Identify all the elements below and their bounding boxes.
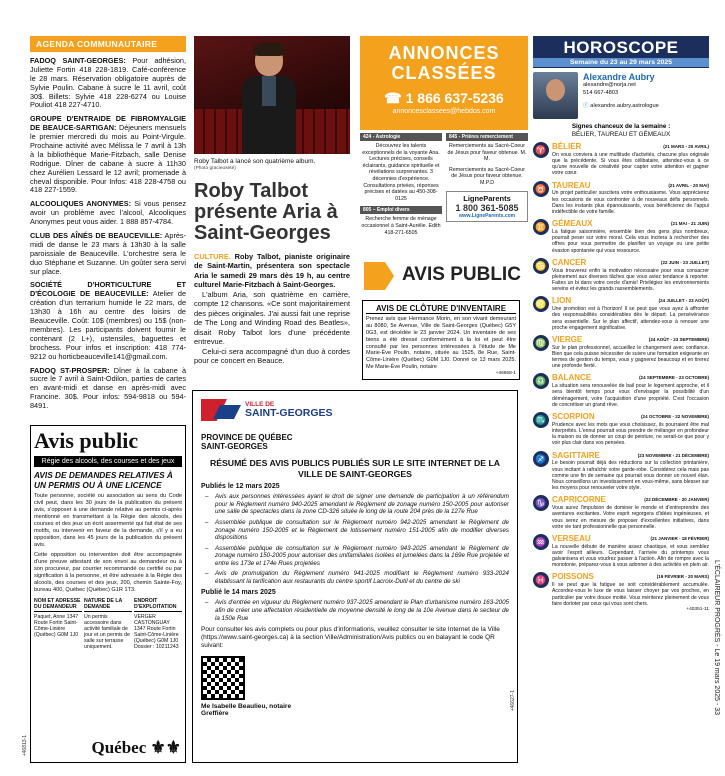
agenda-item-body: Pour adhésion, Juliette Fortin 418 228-1819. Café-conférence le 28 mars. Réservation obligatoire auprès de Sylvie Poulin. Cabane à sucre le 11 avril, coût 30$. Billets: Sylvie 418 228-6274 ou Louise Pouliot 418 227-4710. — [30, 56, 187, 110]
ville-signer: Me Isabelle Beaulieu, notaire — [201, 702, 292, 710]
ad-reference: +46627-1 — [510, 690, 516, 712]
sign-entry — [533, 335, 709, 370]
zodiac-icon: ♒ — [533, 534, 549, 550]
sign-list — [533, 142, 709, 607]
article-roby-talbot — [194, 36, 350, 366]
article-paragraph: L'album Aria, son quatrième en carrière, compte 12 chansons. «Ce sont majoritairement des pièces originales. J'ai aussi fait une reprise de The Long and Winding Road des Beatles», disait Roby Talbot lors d'une précédente entrevue. — [194, 289, 350, 347]
sign-entry — [533, 572, 709, 607]
agenda-item — [30, 367, 186, 411]
article-headline: Roby Talbot présente Aria à Saint-Georges — [194, 180, 338, 244]
avis-col-demandeur: NOM ET ADRESSE DU DEMANDEUR — [34, 597, 81, 610]
sign-name: CAPRICORNE — [552, 495, 606, 505]
agenda-item-body: Atelier de création d'un terrarium humide le 22 mars, de 13h30 à 16h au centre des loisirs de Beauceville. Coût: 10$ (membres) ou 15$ (non-membres). Les participants doivent fournir le contenant (2 L+), ustensiles, baguettes et brochess. Pour infos et inscription: 418 774-9212 ou horticbeauceville141@gmail.com. — [30, 289, 187, 361]
avis-cell-demandeur: Paquet, Anne 1347 Route Fortin Saint-Côme-Linière (Québec) G0M 1J0 — [34, 613, 79, 638]
annonces-title-1: ANNONCES — [388, 43, 500, 63]
sign-name: SCORPION — [552, 412, 595, 422]
sign-text-block — [552, 181, 709, 216]
sign-text: Il se peut que la fatigue se soit considérablement accumulée. Accordez-vous le luxe de vous laisser choyer par vos proches, en particulier par votre douce moitié. Vous mériterez pleinement de vous faire dorloter par ceux qui vous sont chers. — [552, 582, 709, 607]
astrologer-social-handle: alexandre.aubry.astrologue — [590, 103, 659, 110]
sign-text: La fatigue saisonnière, ensemble bien des gens plus nombreux, pourrait peser sur votre moral. Cela vous incitera à rechercher des offres pour vous permettre de planifier un voyage ou une petite évasion spontanée qui vous ressource. — [552, 228, 709, 254]
qr-code[interactable] — [201, 656, 245, 700]
ad-emploi: Recherche femme de ménage occasionnel à Saint-Aurélie. Edith 418-271-6505 — [361, 216, 441, 236]
avis-public-banner — [362, 258, 522, 298]
lucky-values: BÉLIER, TAUREAU ET GÉMEAUX — [571, 130, 671, 138]
sign-dates: (22 DÉCEMBRE - 20 JANVIER) — [644, 497, 709, 503]
avis-cell-endroit: VERGER CASTONGUAY 1347 Route Fortin Saint-Côme-Linière (Québec) G0M 1J0 Dossier : 10211243 — [134, 613, 179, 650]
agenda-header: AGENDA COMMUNAUTAIRE — [30, 36, 186, 52]
astrologer-social[interactable] — [583, 103, 659, 111]
sign-name: BÉLIER — [552, 142, 582, 152]
astrologer-email[interactable]: alexandre@norja.net — [583, 82, 636, 88]
sign-text-block — [552, 572, 709, 607]
sign-entry — [533, 451, 709, 492]
page-footer: L'ÉCLAIREUR PROGRÈS - Le 19 mars 2025 - 33 — [713, 560, 720, 716]
sign-name: VERSEAU — [552, 533, 591, 543]
sign-text-block — [552, 495, 709, 530]
sign-dates: (21 AVRIL - 20 MAI) — [668, 182, 709, 188]
annonces-phone-number: 1 866 637-5236 — [405, 89, 504, 106]
sign-dates: (21 JANVIER - 18 FÉVRIER) — [650, 535, 709, 541]
article-lead: Roby Talbot, pianiste originaire de Saint-Martin, présentera son spectacle Aria le samedi 29 mars dès 19 h, au centre culturel Marie-Fitzbach à Saint-Georges. — [194, 252, 350, 290]
sign-text: La situation sera renouvelée de bail pour le logement approche, et il sera bientôt temps pour vous d'envisager la possibilité d'un déménagement, voire l'acquisition d'une propriété. C'est l'occasion de concrétiser un grand rêve. — [552, 383, 709, 408]
category-astrologie: 424 - Astrologie — [360, 133, 442, 141]
sign-name: VIERGE — [552, 334, 583, 344]
annonces-grid — [360, 133, 528, 236]
avis-table — [34, 598, 182, 650]
lucky-signs — [533, 123, 709, 138]
avis-public-banner-text: AVIS PUBLIC — [402, 264, 521, 285]
annonces-header — [360, 36, 528, 130]
ad-reference: +46813-1 — [22, 735, 28, 757]
avis-body-1: Toute personne, société ou association au sens du Code civil peut, dans les 30 jours de la publication du présent avis, s'opposer à une demande relative au permis ci-après mentionné en transmettant à la Régie des alcools, des courses et des jeux un écrit assermenté qui fait état de ses motifs, ou intervenir en faveur de la demande, s'il y a eu opposition, dans les 45 jours de la publication du présent avis. — [34, 493, 182, 548]
astrologer-card — [533, 72, 709, 119]
sign-entry — [533, 181, 709, 216]
sign-entry — [533, 495, 709, 530]
ad-reference: +40351-11 — [686, 607, 709, 613]
agenda-item — [30, 281, 186, 361]
annonces-phone — [360, 90, 528, 107]
sign-dates: (24 OCTOBRE - 22 NOVEMBRE) — [641, 414, 709, 420]
sign-text-block — [552, 142, 709, 177]
zodiac-icon: ♉ — [533, 181, 549, 197]
ville-avis-item: – Avis d'entrée en vigueur du Règlement numéro 937-2025 amendant le Plan d'urbanisme numéro 163-2005 afin de créer une affectation résidentielle de moyenne densité le long de la 10e Avenue dans le secteur de la 150e Rue — [201, 599, 509, 622]
ville-province: PROVINCE DE QUÉBEC — [201, 433, 293, 442]
category-emploi: 805 – Emploi divers — [360, 206, 442, 214]
ad-priere-2: Remerciements au Sacré-Coeur de Jésus pour faveur obtenue. M.P.D — [449, 166, 525, 187]
sign-text-block — [552, 219, 709, 254]
sign-dates: (24 JUILLET - 23 AOÛT) — [658, 298, 709, 304]
sign-text: Un projet particulier susciterа votre enthousiasme. Vous apprécierez les occasions de vous confronter à de nouveaux défis personnels. Dans les instants plus épanouissants, vous bénéficierez de l'appui indéfectible de votre famille. — [552, 190, 709, 216]
agenda-item-title: CLUB DES AÎNÉS DE BEAUCEVILLE: — [30, 231, 163, 241]
ville-city: SAINT-GEORGES — [201, 442, 268, 452]
sign-name: POISSONS — [552, 572, 594, 582]
agenda-item — [30, 232, 186, 276]
quebec-logo — [91, 738, 181, 758]
ligneparents-name: LigneParents — [463, 193, 511, 203]
quebec-logo-text: Québec — [91, 738, 147, 757]
ville-avis-item: – Assemblée publique de consultation sur le Règlement numéro 942-2025 amendant le Règlement de zonage numéro 150-2005 et le Règlement de lotissement numéro 151-2005 afin de modifier diverses dispositions — [201, 519, 509, 542]
agenda-item-title: FADOQ SAINT-GEORGES: — [30, 56, 126, 65]
avis-col-endroit: ENDROIT D'EXPLOITATION — [134, 598, 182, 612]
zodiac-icon: ♓ — [533, 572, 549, 588]
ville-list-1 — [201, 493, 509, 585]
agenda-list — [30, 57, 186, 411]
ville-logo-small: VILLE DE — [245, 401, 275, 409]
article-body — [194, 252, 350, 366]
ville-flag-icon — [201, 399, 241, 421]
sign-entry — [533, 412, 709, 447]
ad-priere-1: Remerciements au Sacré-Coeur de Jésus pour faveur obtenue. M. M. — [447, 143, 527, 163]
astrologer-name: Alexandre Aubry — [583, 72, 655, 82]
sign-name: BALANCE — [552, 373, 592, 383]
arrow-icon — [364, 262, 394, 290]
ville-logo-big: SAINT-GEORGES — [245, 407, 333, 420]
sign-dates: (22 JUIN - 23 JUILLET) — [660, 259, 709, 265]
sign-dates: (19 FÉVRIER - 20 MARS) — [656, 574, 709, 580]
ligneparents-site[interactable]: www.LigneParents.com — [458, 212, 516, 219]
ville-list-2 — [201, 599, 509, 622]
sign-name: GÉMEAUX — [552, 219, 593, 229]
sign-text-block — [552, 296, 709, 331]
agenda-item-body: Dîner à la cabane à sucre le 7 avril à Saint-Odilon, parties de cartes en avant-midi et danse en après-midi avec Francine. 30$. Pour infos: 594-9818 ou 594-8491. — [30, 365, 186, 411]
agenda-item-body: Si vous pensez avoir un problème avec l'alcool, Alcooliques Anonymes peut vous aider. 1 888 857-4784. — [30, 199, 186, 227]
agenda-item — [30, 200, 186, 227]
ville-date-2: Publié le 14 mars 2025 — [201, 589, 276, 597]
ad-astrologie: Découvrez les talents exceptionnels de la voyante Ana. Lectures précises, conseils éclairants, guidance spirituelle et révélations surprenantes. 3 décennies d'expérience. Consultations privées, réponses précises et datées au 450-308-0125 — [362, 143, 440, 202]
fleur-de-lys-icon: ⚜⚜ — [150, 738, 181, 757]
ville-role: Greffière — [201, 710, 229, 718]
sign-dates: (21 MAI - 21 JUIN) — [670, 221, 709, 227]
sign-entry — [533, 219, 709, 254]
avis-ville-saint-georges — [192, 390, 518, 763]
sign-name: CANCER — [552, 257, 587, 267]
ville-date-1: Publiés le 12 mars 2025 — [201, 483, 280, 491]
avis-body-2: Cette opposition ou intervention doit être accompagnée d'une preuve attestant de son envoi au demandeur ou à son procureur, par courrier recommandé ou certifié ou par signification à la personne, et être adressée à la Régie des alcools, des courses et des jeux, 200, chemin Sainte-Foy, bureau 400, Québec (Québec) G1R 1T3. — [34, 551, 182, 593]
facebook-icon: ⓕ — [583, 103, 589, 110]
annonces-classees — [360, 36, 528, 236]
sign-name: SAGITTAIRE — [552, 450, 600, 460]
zodiac-icon: ♍ — [533, 335, 549, 351]
photo-caption: Roby Talbot a lancé son quatrième album. — [194, 158, 316, 165]
agenda-item-title: SOCIÉTÉ D'HORTICULTURE ET D'ÉCOLOGIE DE BEAUCEVILLE: — [30, 280, 186, 299]
agenda-item-body: Après-midi de danse le 23 mars à 13h30 à la salle paroissiale de Beauceville. L'orchestre sera le duo Stéphane et Suzanne. Un goûter sera servi sur place. — [30, 231, 187, 276]
photo-credit: (Photo gracieuseté) — [194, 166, 236, 171]
zodiac-icon: ♏ — [533, 412, 549, 428]
sign-entry — [533, 296, 709, 331]
sign-entry — [533, 534, 709, 569]
sign-text: Une promotion est à l'horizon! Il se peut que vous ayez à affronter des responsabilités considérables dès le départ. La persévérance sera essentielle. Sur le plan affectif, attendez-vous à renouer une proche engagement significative. — [552, 306, 709, 331]
sign-text-block — [552, 258, 709, 293]
avis-public-regie — [30, 425, 186, 763]
agenda-communautaire — [30, 36, 186, 411]
agenda-item — [30, 57, 186, 110]
inventaire-body: Prenez avis que Hermance Morin, en son vivant demeurant au 8080, 5e Avenue, Ville de Saint-Georges (Québec) G5Y 0G3, est décédée le 23 janvier 2024. Un inventaire de ses biens a été dressé conformément à la loi et peut être consulté par les personnes intéressées à l'étude de Me Marie-Ève Poulin, notaire, située au 1525, 8e Rue, Saint-Côme-Linière (Québec) G0M 1J0. Donné ce 13 mars 2025. Me Marie-Ève Poulin, notaire — [366, 316, 516, 371]
sign-dates: (24 SEPTEMBRE - 23 OCTOBRE) — [639, 375, 709, 381]
sign-name: TAUREAU — [552, 180, 591, 190]
sign-text: Vous trouverez enfin la motivation nécessaire pour vous consacrer pleinement aux diverses tâches que vous aviez tendance à reporter. Faites un bi dans votre cercle d'amis! Privilégiez les environnements sereins et évitez les grands rassemblements. — [552, 267, 709, 293]
article-paragraph: Celui-ci sera accompagné d'un duo à cordes pour ce concert en Beauce. — [194, 346, 350, 366]
ville-avis-item: – Avis de promulgation du Règlement numéro 941-2025 modifiant le Règlement numéro 933-2024 établissant la tarification aux restaurants du centre sportif Lacroix-Dutil et du centre de ski — [201, 570, 509, 585]
sign-name: LION — [552, 296, 572, 306]
astrologer-phone: 514 667-4803 — [583, 89, 619, 96]
article-photo — [194, 36, 350, 154]
ligneparents-phone: 1 800 361-5085 — [455, 202, 519, 213]
annonces-title-2: CLASSÉES — [391, 62, 497, 83]
zodiac-icon: ♊ — [533, 219, 549, 235]
sign-text: Prudence avec les mots que vous choisissez, ils pourraient être mal interprétés. L'ennui pourrait vous prendre de mélanger en profondeur la maison ou de donner un coup de peinture, ne serait-ce que pour y voir plus clair dans vos pensées. — [552, 421, 709, 447]
ville-avis-item: – Assemblée publique de consultation sur le Règlement numéro 943-2025 amendant le Règlement de zonage numéro 150-2005 pour autoriser des unifamiliales isolées et jumelées dans la 169e Rue projetée et entre les 173e et 174e Rues projetées — [201, 545, 509, 568]
agenda-item-body: Déjeuners mensuels le premier mercredi du mois au Point-Virgule. Prochaine activité avec Mélissa le 7 avril à 13h à la bibliothèque Marie-Fitzbach, salle Denise Rodrigue. Dîner de cabane à sucre à 11h30 chez Aurélien Lessard le 12 avril; promenade à cheval disponible. Pour Infos: 418 228-4758 ou 418 227-1559. — [30, 123, 186, 195]
horoscope-week: Semaine du 23 au 29 mars 2025 — [533, 58, 709, 67]
annonces-email[interactable]: annoncesclassees@hebdos.com — [392, 107, 496, 115]
sign-text-block — [552, 451, 709, 492]
phone-icon: ☎ — [384, 89, 402, 106]
zodiac-icon: ♎ — [533, 373, 549, 389]
agenda-item — [30, 115, 186, 195]
sign-entry — [533, 373, 709, 408]
avis-cell-nature: Un permis accessoire dans activité familiale de jour et un permis de salle sur terrasse uniquement. — [84, 613, 130, 650]
sign-text-block — [552, 335, 709, 370]
sign-text: Vous aurez l'impulsion de dominer le monde et d'entreprendre des aventures excitantes. Votre esprit regorgera d'idées ingénieuses, et vous serez en mesure de proposer d'excellentes initiatives, dans votre vie tant professionnelle que personnelle. — [552, 505, 709, 530]
agenda-item-title: GROUPE D'ENTRAIDE DE FIBROMYALGIE DE BEAUCE-SARTIGAN: — [30, 114, 186, 133]
lucky-label: Signes chanceux de la semaine : — [571, 123, 671, 130]
sign-text: On vous convierа à une multitude d'activités, chacune plus originale que la précédente. Si vous êtes célibataire, attendez-vous à ce qu'une nouvelle de créativité pour capter votre attention et gagner votre cœur. — [552, 151, 709, 177]
sign-dates: (23 NOVEMBRE - 21 DÉCEMBRE) — [637, 452, 709, 458]
sign-text: Sur le plan professionnel, accueillez le changement avec confiance. Bien que cela puisse nécessiter de suivre une formation exigeante en termes de gestion du temps, vous y gagnerez beaucoup et en tirerez une profonde fierté. — [552, 344, 709, 370]
avis-col-nature: NATURE DE LA DEMANDE — [84, 598, 132, 612]
ad-reference: +46658-1 — [495, 371, 516, 376]
zodiac-icon: ♋ — [533, 258, 549, 274]
sign-entry — [533, 142, 709, 177]
sign-text-block — [552, 412, 709, 447]
horoscope-header — [533, 36, 709, 68]
category-prieres: 845 - Prières remerciement — [446, 133, 528, 141]
avis-public-title: Avis public — [34, 428, 139, 453]
sign-text-block — [552, 373, 709, 408]
sign-dates: (21 MARS - 20 AVRIL) — [663, 144, 709, 150]
sign-text: Le besoin pourrait déjà des réductions sur la collection printanière, vous incitant à rafraîchir votre garde-robe. Considérez cela mais pas comme une fin de semaine qui pourrait vous donner un nouvel élan. Nous conseillons un investissement en vous-même, sans blesser sur les moyens pour renouveler votre style. — [552, 460, 709, 492]
zodiac-icon: ♐ — [533, 451, 549, 467]
zodiac-icon: ♑ — [533, 495, 549, 511]
agenda-item-title: ALCOOLIQUES ANONYMES: — [30, 199, 132, 209]
ville-title: RÉSUMÉ DES AVIS PUBLICS PUBLIÉS SUR LE SITE INTERNET DE LA VILLE DE SAINT-GEORGES — [209, 458, 501, 479]
avis-subtitle: AVIS DE DEMANDES RELATIVES À UN PERMIS OU À UNE LICENCE — [34, 470, 173, 490]
zodiac-icon: ♈ — [533, 142, 549, 158]
section-label: CULTURE. — [194, 252, 231, 261]
ville-avis-item: – Avis aux personnes intéressées ayant le droit de signer une demande de participation à un référendum pour le Règlement numéro 940-2025 amendant le Règlement de zonage numéro 150-2005 pour autoriser une salle de spectacles dans la zone CD-326 située le long de la route 204 près de la 127e Rue — [201, 493, 509, 516]
astrologer-photo — [533, 72, 578, 119]
sign-text: La nouvelle débute de manière assez chaotique, et vous semblez avoir l'esprit ailleurs. Cependant, l'arrivée du printemps vous galvanisera et vous voudrez passer à l'action. Afin de rompre avec la monotonie, préparez-vous à vous adonner à des activités en plein air. — [552, 543, 709, 569]
agenda-item-title: FADOQ ST-PROSPER: — [30, 365, 110, 375]
sign-text-block — [552, 534, 709, 569]
ligneparents-ad — [446, 191, 528, 222]
person-figure — [242, 42, 296, 154]
avis-inventaire — [362, 300, 520, 380]
regie-banner: Régie des alcools, des courses et des jeux — [34, 456, 182, 467]
horoscope — [533, 36, 709, 612]
horoscope-title: HOROSCOPE — [563, 38, 679, 57]
ville-logo — [201, 395, 509, 425]
sign-dates: (24 AOÛT - 23 SEPTEMBRE) — [648, 336, 709, 342]
inventaire-title: AVIS DE CLÔTURE D'INVENTAIRE — [366, 304, 516, 314]
ville-footer: Pour consulter les avis complets ou pour plus d'informations, veuillez consulter le site Internet de la Ville (https://www.saint-georges.ca) à la section Ville/Administration/Avis publics ou en balayant le code QR suivant: — [201, 626, 500, 650]
zodiac-icon: ♌ — [533, 296, 549, 312]
sign-entry — [533, 258, 709, 293]
